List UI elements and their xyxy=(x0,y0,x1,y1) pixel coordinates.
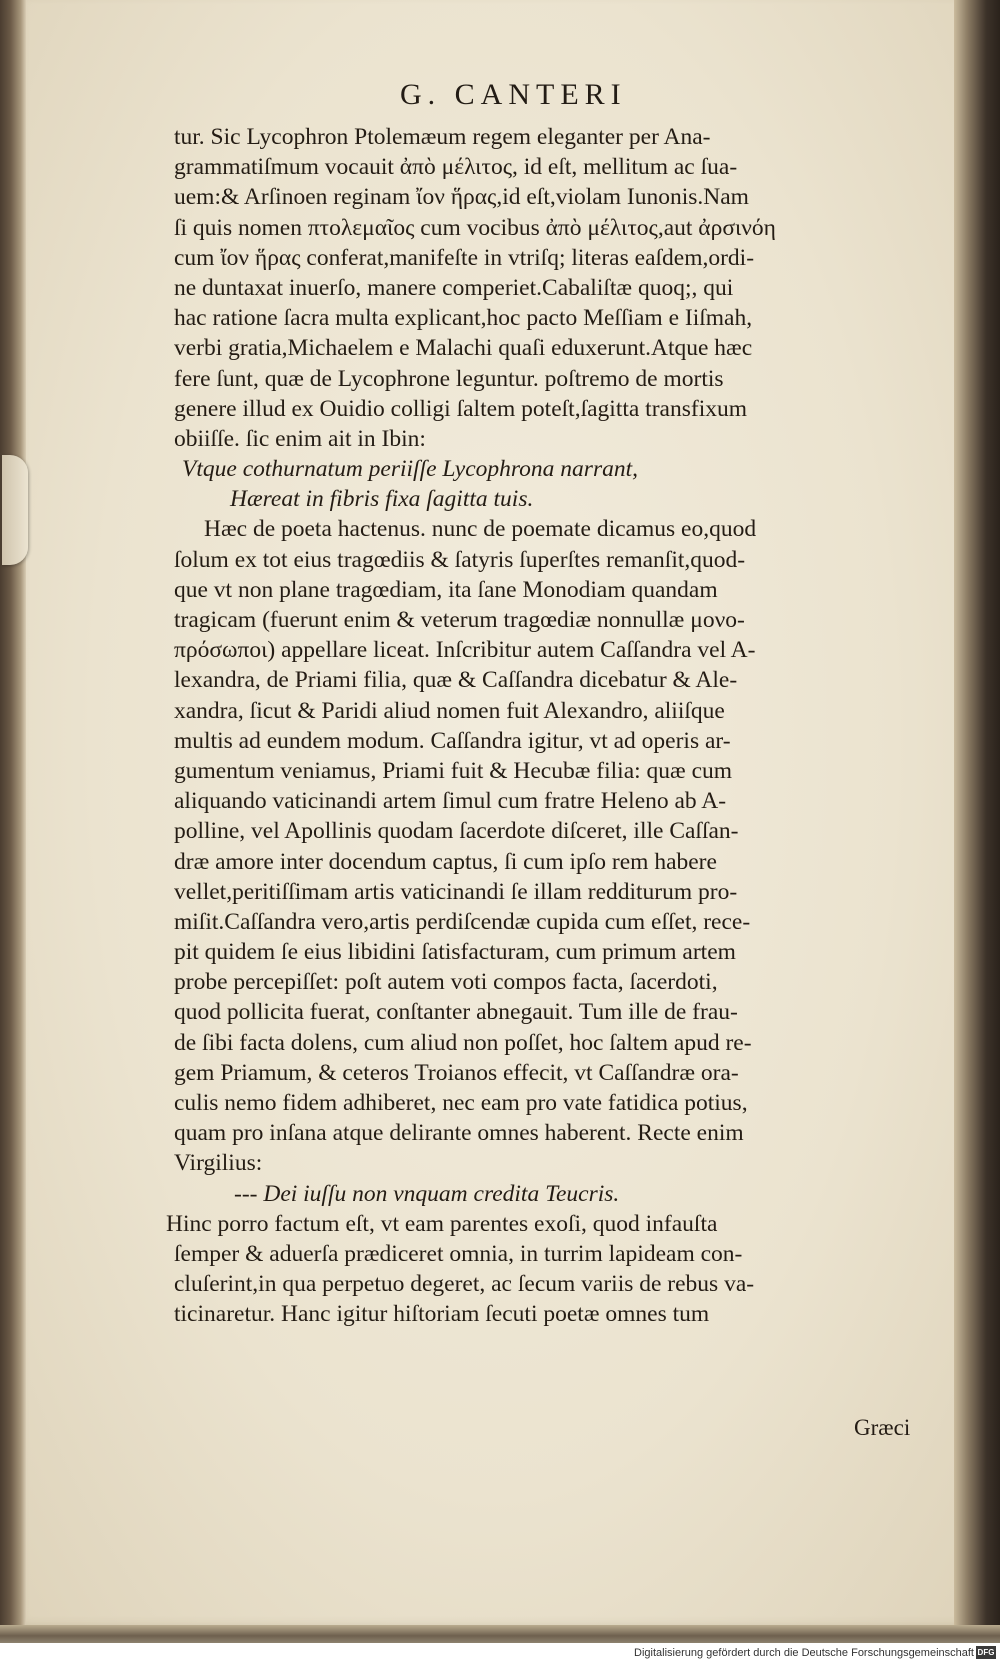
text-line: Virgilius: xyxy=(174,1150,263,1177)
text-line: fere ſunt, quæ de Lycophrone leguntur. poſtremo de mortis xyxy=(174,365,724,392)
page-binding-edge xyxy=(0,0,26,1640)
text-line: ne duntaxat inuerſo, manere comperiet.Cabaliſtæ quoq;, qui xyxy=(174,274,734,301)
funding-credit: Digitalisierung gefördert durch die Deutsche Forschungsgemeinschaft xyxy=(634,1647,974,1659)
paragraph-start-line: Hæc de poeta hactenus. nunc de poemate dicamus eo,quod xyxy=(204,516,757,543)
text-line: probe percepiſſet: poſt autem voti compos facta, ſacerdoti, xyxy=(174,969,718,996)
page-bottom-edge xyxy=(0,1625,1000,1643)
text-line: πρόσωποι) appellare liceat. Inſcribitur autem Caſſandra vel A- xyxy=(174,637,756,664)
catchword: Græci xyxy=(854,1415,911,1440)
text-line: lexandra, de Priami filia, quæ & Caſſandra dicebatur & Ale- xyxy=(174,667,738,694)
text-line: hac ratione ſacra multa explicant,hoc pacto Meſſiam e Iiſmah, xyxy=(174,305,753,332)
text-line: cum ἴον ἥρας conferat,manifeſte in vtriſq; literas eaſdem,ordi- xyxy=(174,244,755,271)
text-line: tur. Sic Lycophron Ptolemæum regem eleganter per Ana- xyxy=(174,124,711,150)
text-line: genere illud ex Ouidio colligi ſaltem poteſt,ſagitta transfixum xyxy=(174,395,747,422)
text-line: Hinc porro factum eſt, vt eam parentes exoſi, quod infauſta xyxy=(166,1210,718,1237)
verse-line: --- Dei iuſſu non vnquam credita Teucris. xyxy=(234,1180,620,1207)
text-line: gem Priamum, & ceteros Troianos effecit, vt Caſſandræ ora- xyxy=(174,1059,739,1086)
text-line: gumentum veniamus, Priami fuit & Hecubæ filia: quæ cum xyxy=(174,757,733,784)
text-line: culis nemo fidem adhiberet, nec eam pro vate fatidica potius, xyxy=(174,1090,748,1116)
text-line: que vt non plane tragœdiam, ita ſane Monodiam quandam xyxy=(174,576,718,603)
text-line: quod pollicita fuerat, conſtanter abnegauit. Tum ille de frau- xyxy=(174,999,738,1026)
text-line: aliquando vaticinandi artem ſimul cum fratre Heleno ab A- xyxy=(174,788,727,815)
text-line: tragicam (fuerunt enim & veterum tragœdiæ nonnullæ μονο- xyxy=(174,607,745,633)
text-line: pit quidem ſe eius libidini ſatisfacturam, cum primum artem xyxy=(174,939,736,966)
text-line: uem:& Arſinoen reginam ἴον ἥρας,id eſt,violam Iunonis.Nam xyxy=(174,184,749,211)
text-line: vellet,peritiſſimam artis vaticinandi ſe illam redditurum pro- xyxy=(174,878,738,905)
text-line: ticinaretur. Hanc igitur hiſtoriam ſecuti poetæ omnes tum xyxy=(174,1301,710,1328)
text-line: verbi gratia,Michaelem e Malachi quaſi eduxerunt.Atque hæc xyxy=(174,335,753,362)
text-line: miſit.Caſſandra vero,artis perdiſcendæ cupida cum eſſet, rece- xyxy=(174,908,751,935)
text-line: ſolum ex tot eius tragœdiis & ſatyris ſuperſtes remanſit,quod- xyxy=(174,546,746,573)
text-line: ſemper & aduerſa prædiceret omnia, in turrim lapideam con- xyxy=(174,1240,743,1267)
text-line: cluſerint,in qua perpetuo degeret, ac ſecum variis de rebus va- xyxy=(174,1271,755,1298)
text-block xyxy=(166,122,930,1330)
text-line: obiiſſe. ſic enim ait in Ibin: xyxy=(174,425,426,452)
book-cover-edge xyxy=(954,0,1000,1640)
text-line: multis ad eundem modum. Caſſandra igitur, vt ad operis ar- xyxy=(174,727,731,754)
text-line: xandra, ſicut & Paridi aliud nomen fuit Alexandro, aliiſque xyxy=(174,697,725,724)
verse-line: Vtque cothurnatum periiſſe Lycophrona narrant, xyxy=(182,456,638,483)
running-head: G. CANTERI xyxy=(400,78,627,111)
text-line: de ſibi facta dolens, cum aliud non poſſet, hoc ſaltem apud re- xyxy=(174,1029,752,1056)
text-line: dræ amore inter docendum captus, ſi cum ipſo rem habere xyxy=(174,848,717,875)
text-line: polline, vel Apollinis quodam ſacerdote diſceret, ille Caſſan- xyxy=(174,818,739,845)
verse-line: Hæreat in fibris fixa ſagitta tuis. xyxy=(230,486,534,513)
dfg-logo-icon: DFG xyxy=(977,1648,995,1657)
margin-tab xyxy=(2,455,28,565)
text-line: ſi quis nomen πτολεμαῖος cum vocibus ἀπὸ μέλιτος,aut ἀρσινόη xyxy=(174,214,776,241)
text-line: grammatiſmum vocauit ἀπὸ μέλιτος, id eſt, mellitum ac ſua- xyxy=(174,154,738,181)
text-line: quam pro inſana atque delirante omnes haberent. Recte enim xyxy=(174,1120,744,1147)
